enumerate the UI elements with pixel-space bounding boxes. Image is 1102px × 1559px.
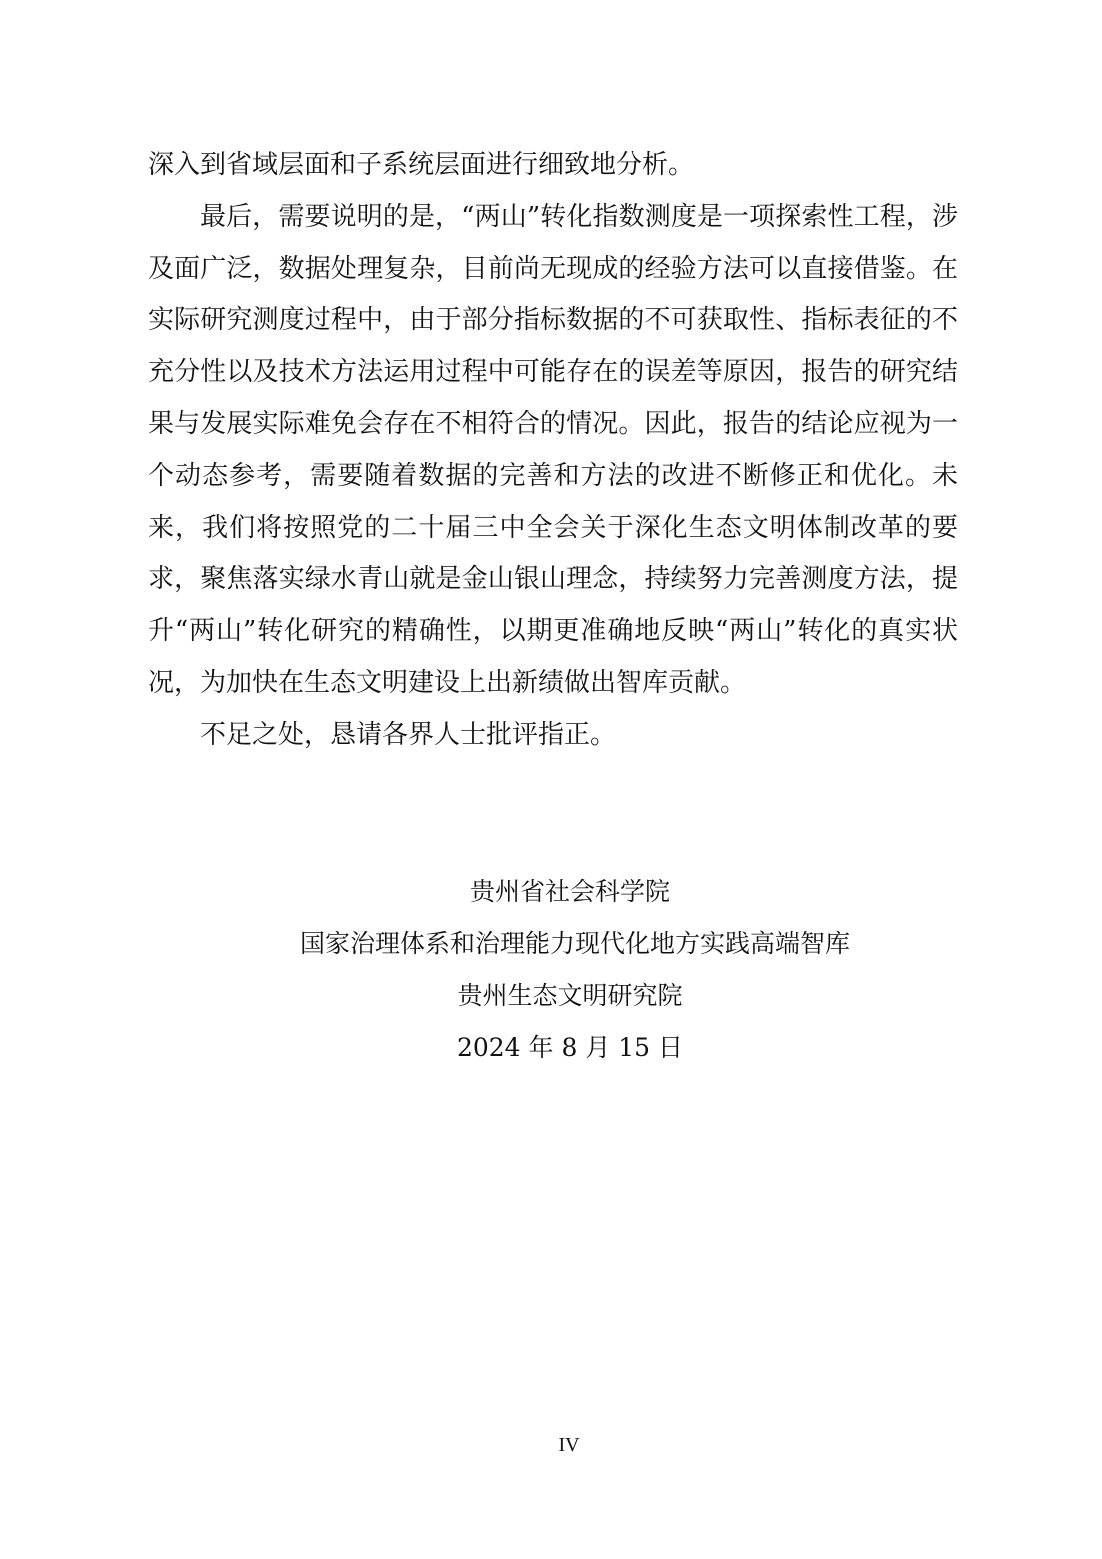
paragraph-closing-note: 最后，需要说明的是，“两山”转化指数测度是一项探索性工程，涉及面广泛，数据处理复杂，目前尚无现成的经验方法可以直接借鉴。在实际研究测度过程中，由于部分指标数据的不可获取性、指标表征的不充分性以及技术方法运用过程中可能存在的误差等原因，报告的研究结果与发展实际难免会存在不相符合的情况。因此，报告的结论应视为一个动态参考，需要随着数据的完善和方法的改进不断修正和优化。未来，我们将按照党的二十届三中全会关于深化生态文明体制改革的要求，聚焦落实绿水青山就是金山银山理念，持续努力完善测度方法，提升“两山”转化研究的精确性，以期更准确地反映“两山”转化的真实状况，为加快在生态文明建设上出新绩做出智库贡献。: [148, 201, 958, 698]
signature-org-think-tank: 国家治理体系和治理能力现代化地方实践高端智库: [300, 929, 851, 958]
signature-org-institute: 贵州生态文明研究院: [457, 981, 683, 1010]
body-text: [148, 140, 958, 762]
signature-date: 2024 年 8 月 15 日: [456, 1033, 684, 1062]
paragraph-feedback-request: 不足之处，恳请各界人士批评指正。: [200, 719, 617, 750]
paragraph-continuation: 深入到省域层面和子系统层面进行细致地分析。: [148, 150, 695, 180]
page-number: IV: [558, 1434, 580, 1456]
signature-org-academy: 贵州省社会科学院: [469, 877, 670, 906]
signature-block: [300, 866, 851, 1074]
